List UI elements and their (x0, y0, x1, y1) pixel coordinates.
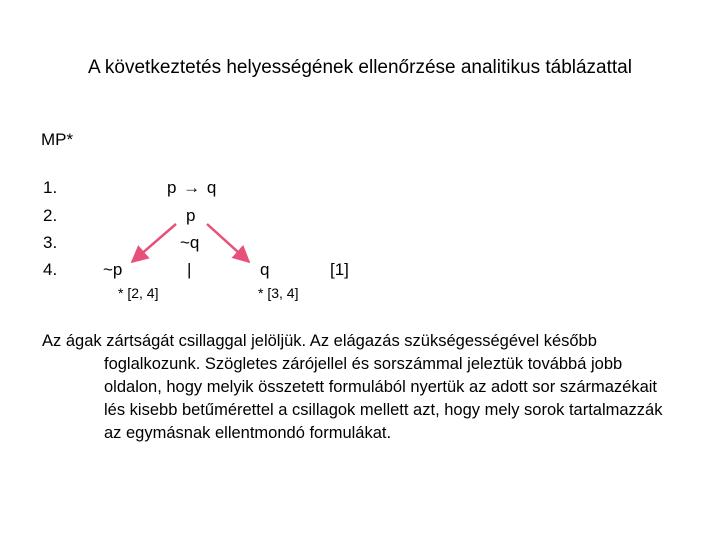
root-formula-implication: p → q (167, 178, 218, 197)
left-branch-formula: ~p (103, 260, 123, 279)
branch-separator-mark: | (187, 260, 192, 279)
right-branch-closure: * [3, 4] (258, 285, 299, 301)
explanation-continuation: foglalkozunk. Szögletes zárójellel és sorszámmal jeleztük továbbá jobb oldalon, hogy melyik összetett formulából nyertük az adott sor származékait lés kisebb betűmérettel a csillagok mellett azt, hogy mely sorok tartalmazzák az egymásnak ellentmondó formulákat. (104, 355, 663, 442)
left-branch-arrow (132, 224, 176, 262)
line-number-3: 3. (43, 233, 58, 252)
right-branch-arrow (207, 224, 249, 262)
explanation-paragraph (42, 330, 682, 445)
root-formula-p: p (186, 206, 196, 225)
left-branch-closure: * [2, 4] (118, 285, 159, 301)
right-branch-formula: q (260, 260, 270, 279)
page-title: A következtetés helyességének ellenőrzése analitikus táblázattal (88, 57, 632, 78)
line-number-4: 4. (43, 260, 58, 279)
right-branch-reference: [1] (330, 260, 349, 279)
root-formula-not-q: ~q (180, 233, 200, 252)
line-number-2: 2. (43, 206, 58, 225)
line-number-1: 1. (43, 178, 58, 197)
explanation-first-line: Az ágak zártságát csillaggal jelöljük. Az elágazás szükségességével később (42, 332, 597, 350)
rule-label: MP* (41, 130, 74, 149)
